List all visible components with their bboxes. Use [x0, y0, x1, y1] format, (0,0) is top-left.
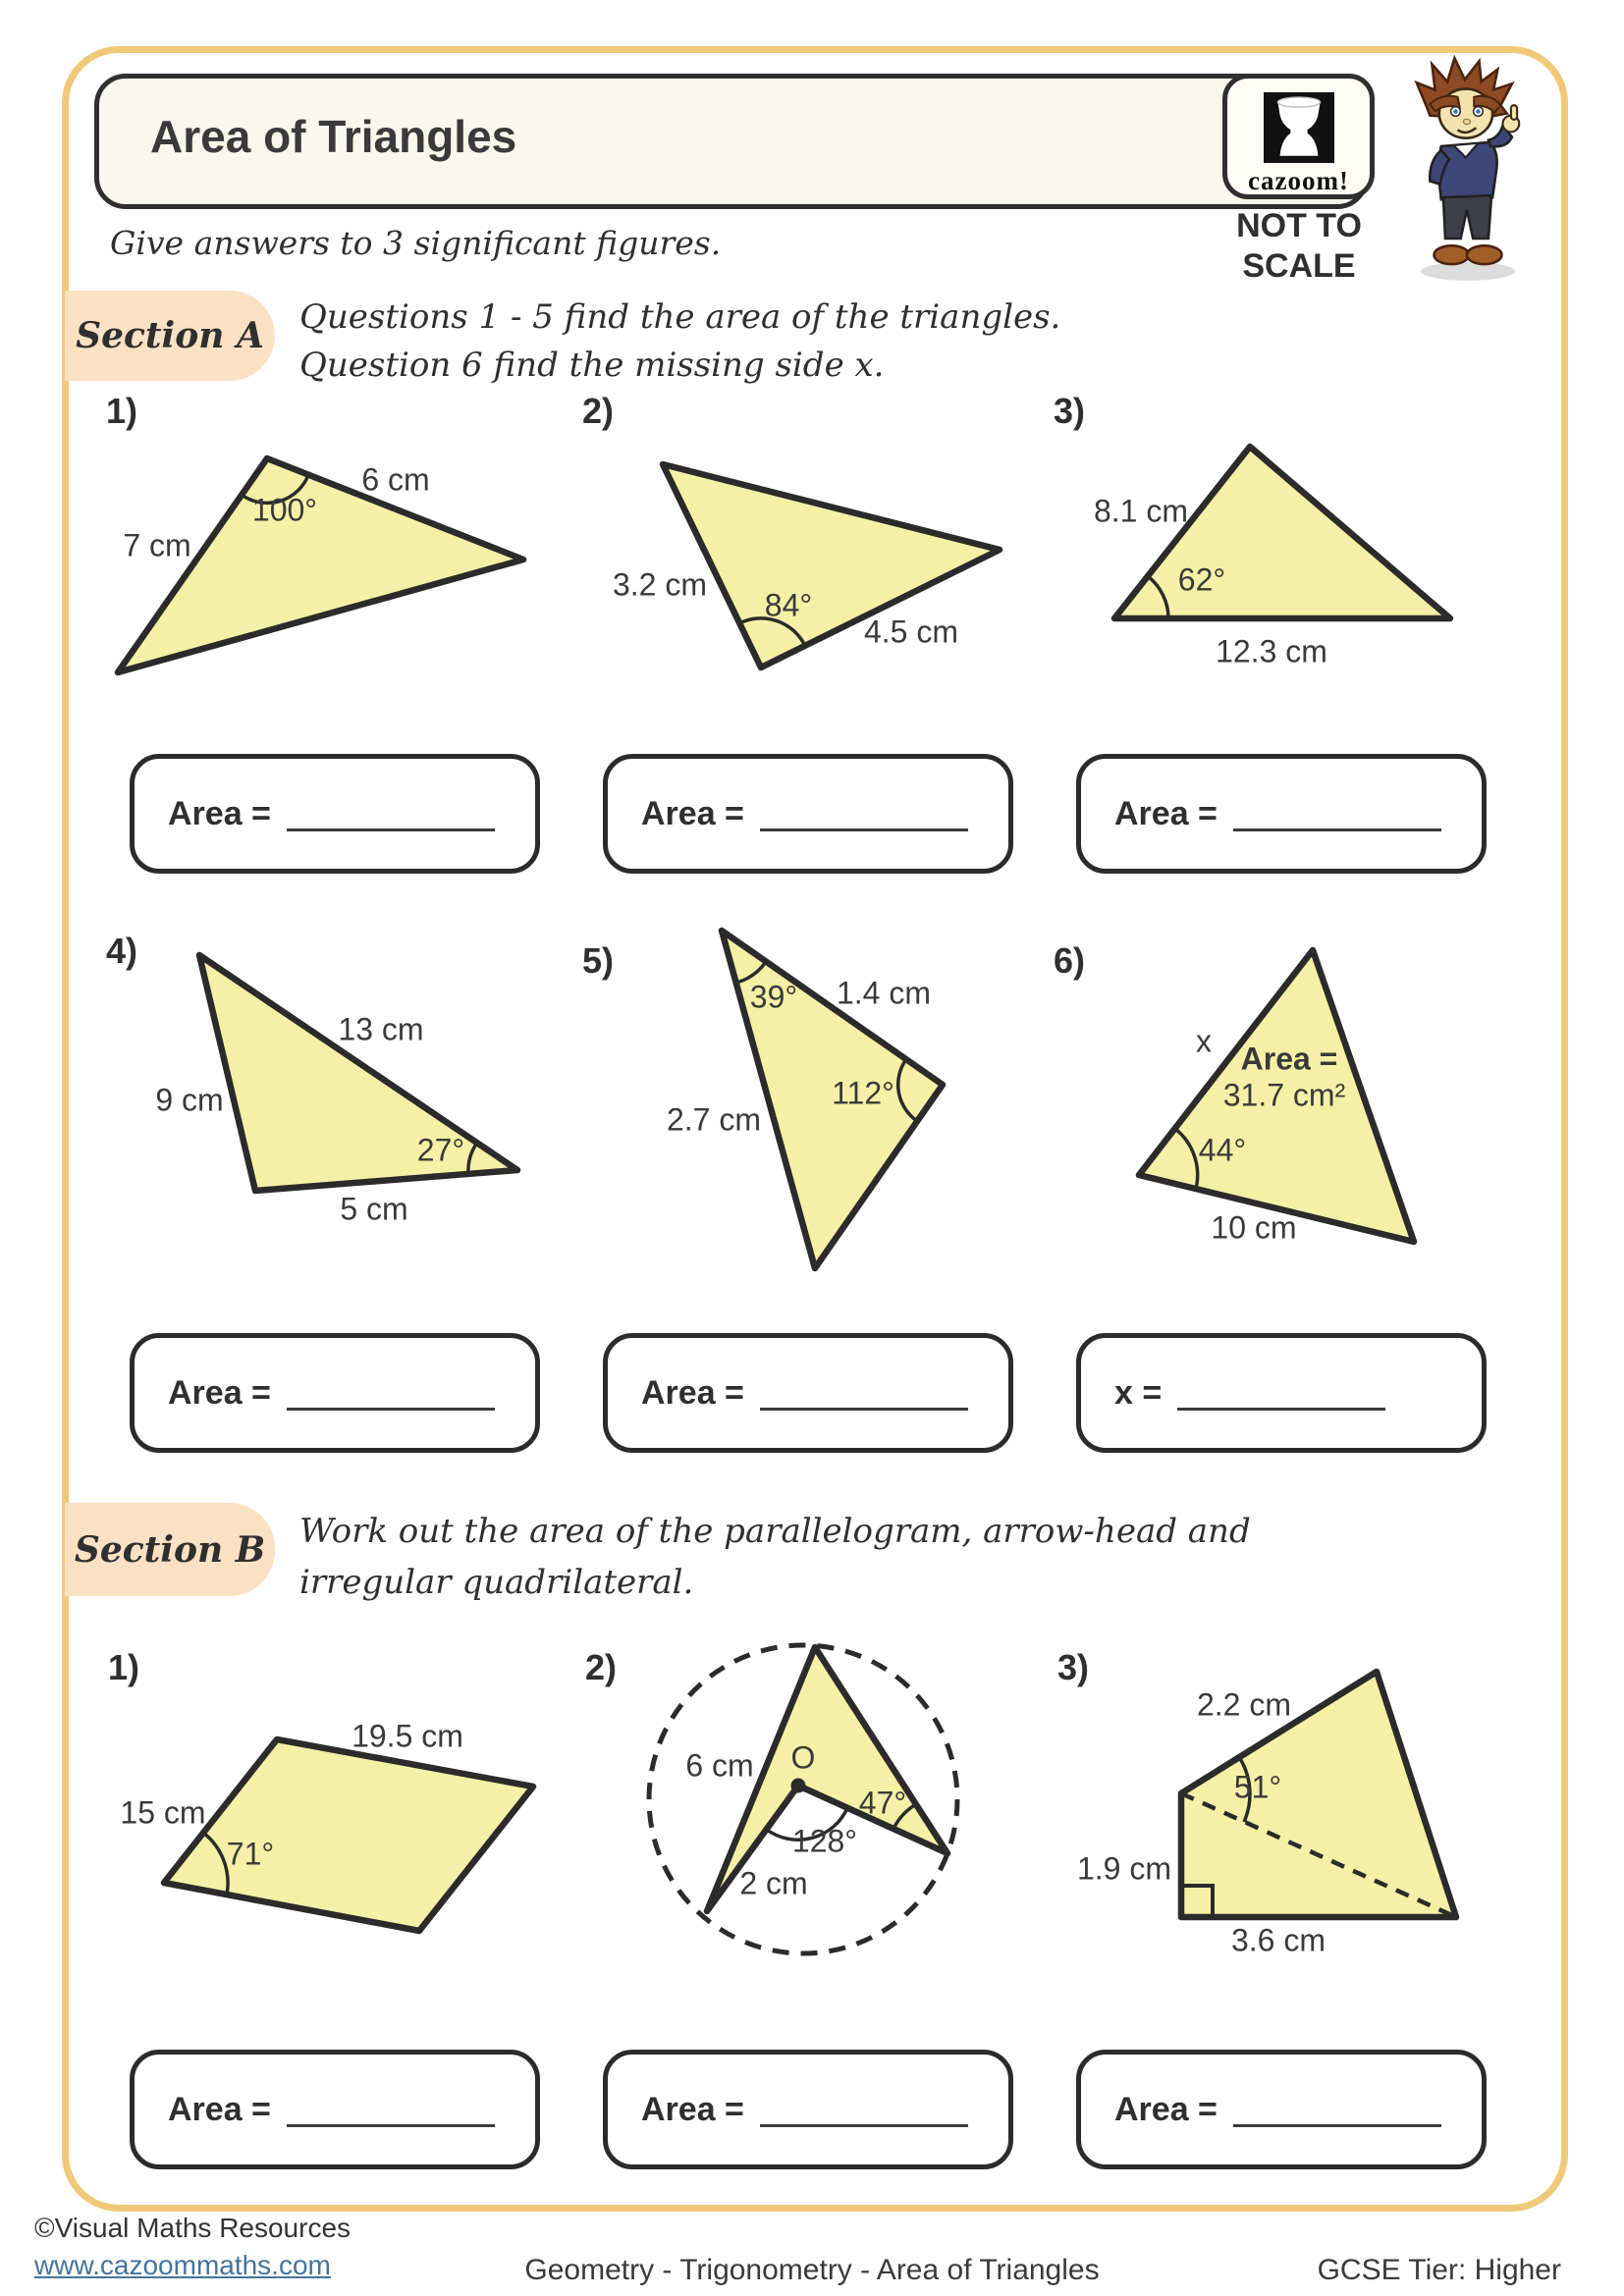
- b1-side-top-label: 19.5 cm: [352, 1718, 463, 1754]
- section-b-instruction-line1: Work out the area of the parallelogram, arrow-head and: [299, 1512, 1251, 1551]
- b3-side-top-label: 2.2 cm: [1196, 1686, 1292, 1723]
- triangle-q1: [118, 458, 523, 672]
- q3-side-left-label: 8.1 cm: [1093, 493, 1189, 529]
- q4-angle-label: 27°: [416, 1132, 465, 1168]
- b1-angle-label: 71°: [226, 1836, 275, 1872]
- center-point-o: [791, 1779, 806, 1793]
- answer-blank[interactable]: [760, 1408, 968, 1411]
- question-number: 2): [582, 391, 615, 431]
- copyright-text: ©Visual Maths Resources: [34, 2213, 352, 2243]
- not-to-scale-line2: SCALE: [1242, 247, 1356, 285]
- answer-label: Area =: [1114, 794, 1218, 832]
- question-number: 2): [585, 1647, 618, 1687]
- q6-area-value: 31.7 cm²: [1222, 1077, 1346, 1113]
- question-number: 3): [1054, 391, 1086, 431]
- q4-side-left-label: 9 cm: [155, 1082, 224, 1118]
- q5-side-right-label: 1.4 cm: [836, 975, 932, 1011]
- answer-box-q6-x: [1076, 1333, 1487, 1453]
- answer-box-q3: [1076, 754, 1487, 874]
- page-title: Area of Triangles: [150, 111, 517, 162]
- q2-side-bottom-label: 4.5 cm: [863, 614, 959, 650]
- b2-side-left-label: 6 cm: [685, 1747, 754, 1784]
- answer-box-q4: [130, 1333, 540, 1453]
- q6-side-x-label: x: [1196, 1023, 1212, 1059]
- q4-base-label: 5 cm: [340, 1191, 408, 1227]
- b1-side-left-label: 15 cm: [120, 1794, 206, 1831]
- section-a-label: Section A: [65, 291, 275, 381]
- question-number: 5): [582, 940, 615, 981]
- q1-side-left-label: 7 cm: [123, 527, 191, 563]
- q6-base-label: 10 cm: [1211, 1209, 1297, 1246]
- question-number: 4): [106, 931, 138, 971]
- section-b-instruction-line2: irregular quadrilateral.: [299, 1563, 694, 1602]
- b2-side-bottom-label: 2 cm: [739, 1865, 808, 1901]
- q3-angle-label: 62°: [1177, 561, 1226, 598]
- answer-blank[interactable]: [1177, 1408, 1385, 1411]
- general-instruction: Give answers to 3 significant figures.: [110, 224, 722, 262]
- answer-blank[interactable]: [760, 2124, 968, 2127]
- answer-box-q5: [603, 1333, 1013, 1453]
- answer-label: Area =: [168, 794, 271, 832]
- answer-blank[interactable]: [1233, 828, 1441, 831]
- q1-side-top-label: 6 cm: [361, 461, 430, 498]
- question-number: 1): [106, 391, 138, 431]
- q5-angle-right-label: 112°: [832, 1075, 894, 1111]
- answer-label: Area =: [168, 1373, 271, 1412]
- q6-angle-label: 44°: [1198, 1132, 1247, 1168]
- question-number: 1): [108, 1647, 140, 1687]
- answer-label: x =: [1114, 1373, 1163, 1412]
- not-to-scale-line1: NOT TO: [1236, 207, 1362, 244]
- answer-box-b3: [1076, 2050, 1487, 2169]
- footer-tier-text: GCSE Tier: Higher: [1317, 2254, 1561, 2286]
- answer-box-q1: [130, 754, 540, 874]
- q4-side-top-label: 13 cm: [338, 1011, 424, 1047]
- q3-base-label: 12.3 cm: [1216, 633, 1327, 669]
- b3-angle-label: 51°: [1233, 1769, 1282, 1805]
- brand-name: cazoom!: [1248, 166, 1349, 195]
- question-number: 6): [1054, 940, 1086, 981]
- answer-blank[interactable]: [287, 828, 495, 831]
- b2-angle-right-label: 47°: [858, 1785, 907, 1821]
- answer-label: Area =: [641, 794, 744, 832]
- answer-label: Area =: [641, 1373, 744, 1412]
- q5-angle-top-label: 39°: [749, 979, 798, 1015]
- arrowhead-b2: [649, 1645, 957, 1953]
- q6-area-label: Area =: [1240, 1041, 1338, 1077]
- answer-blank[interactable]: [760, 828, 968, 831]
- q5-side-left-label: 2.7 cm: [666, 1101, 762, 1138]
- parallelogram-b1: [164, 1739, 533, 1931]
- triangle-q3: [1114, 447, 1450, 618]
- answer-label: Area =: [641, 2090, 744, 2128]
- section-b-label: Section B: [65, 1503, 275, 1596]
- b2-center-label: O: [790, 1739, 816, 1776]
- answer-blank[interactable]: [1233, 2124, 1441, 2127]
- q2-side-left-label: 3.2 cm: [612, 566, 708, 603]
- answer-blank[interactable]: [287, 1408, 495, 1411]
- q2-angle-label: 84°: [764, 587, 813, 623]
- b3-base-label: 3.6 cm: [1230, 1922, 1326, 1958]
- answer-box-b1: [130, 2050, 540, 2169]
- section-a-instruction-line2: Question 6 find the missing side x.: [299, 346, 885, 385]
- answer-blank[interactable]: [287, 2124, 495, 2127]
- b2-angle-center-label: 128°: [791, 1823, 858, 1859]
- answer-label: Area =: [1114, 2090, 1218, 2128]
- question-number: 3): [1057, 1647, 1090, 1687]
- b3-side-left-label: 1.9 cm: [1076, 1850, 1172, 1887]
- website-link[interactable]: www.cazoommaths.com: [34, 2250, 331, 2280]
- triangle-q4: [199, 955, 517, 1191]
- footer-topic-text: Geometry - Trigonometry - Area of Triangles: [524, 2254, 1100, 2286]
- answer-label: Area =: [168, 2090, 271, 2128]
- answer-box-q2: [603, 754, 1013, 874]
- answer-box-b2: [603, 2050, 1013, 2169]
- q1-angle-label: 100°: [251, 492, 318, 528]
- section-a-instruction-line1: Questions 1 - 5 find the area of the triangles.: [299, 297, 1061, 337]
